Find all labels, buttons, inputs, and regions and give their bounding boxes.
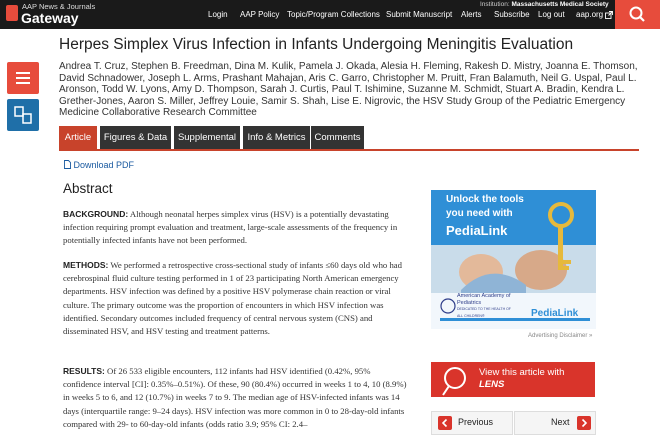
previous-button[interactable] [431, 411, 513, 435]
institution-label: Institution: Massachusetts Medical Society [480, 1, 609, 8]
nav-submit-manuscript[interactable]: Submit Manuscript [386, 10, 453, 19]
chevron-right-icon [577, 416, 591, 430]
nav-aap-policy[interactable]: AAP Policy [240, 10, 280, 19]
tab-info-metrics[interactable]: Info & Metrics [243, 126, 310, 149]
tab-article[interactable]: Article [59, 126, 97, 149]
abstract-heading: Abstract [63, 181, 113, 196]
search-button[interactable] [615, 0, 660, 29]
ad-aap-text: American Academy of Pediatrics DEDICATED TO THE HEALTH OF ALL CHILDREN® [457, 293, 511, 318]
ad-footer-brand: PediaLink [531, 308, 579, 319]
top-bar [0, 0, 660, 29]
nav-alerts[interactable]: Alerts [461, 10, 482, 19]
abstract-background [63, 208, 408, 248]
aap-logo-icon [6, 5, 18, 21]
tab-comments[interactable]: Comments [311, 126, 364, 149]
advertising-disclaimer-link[interactable]: Advertising Disclaimer » [528, 333, 593, 339]
download-pdf-label: Download PDF [73, 160, 135, 170]
logo-subtitle: AAP News & Journals [22, 2, 96, 11]
nav-topic-collections[interactable]: Topic/Program Collections [287, 10, 380, 19]
aap-org-label: aap.org [576, 10, 604, 19]
download-pdf-link[interactable] [64, 160, 134, 170]
institution-name: Massachusetts Medical Society [511, 1, 609, 8]
background-label: BACKGROUND: [63, 209, 129, 219]
ad-brand: PediaLink [446, 223, 508, 238]
lens-icon [437, 362, 477, 397]
methods-text: We performed a retrospective cross-sectional study of infants ≤60 days old who had cerebrospinal fluid culture testing performed in 1 of 23 participating North American emergency departments. HSV infection was defined by a positive HSV polymerase chain reaction or viral culture. The primary outcome was the proportion of encounters in which HSV infection was identified. Secondary outcomes included frequency of central nervous system (CNS) and disseminated HSV, and HSV testing and treatment patterns. [63, 260, 402, 337]
abstract-methods [63, 259, 408, 338]
logo-name: Gateway [21, 10, 79, 26]
previous-label: Previous [458, 417, 494, 427]
results-text: Of 26 533 eligible encounters, 112 infants had HSV identified (0.42%, 95% confidence interval [CI]: 0.35%–0.51%). Of these, 90 (80.4%) occurred in weeks 1 to 4, 10 (8.9%) in weeks 5 to 6, and 12 (10.7%) in weeks 7 to 9. The median age of HSV-infected infants was 14 days (interquartile range: 9–24 days). HSV infection was more common in 0 to 28-day-old infants compared with 29- to 60-day-old infants (odds ratio 3.9; 95% CI: 2.4– [63, 366, 407, 429]
ad-line-1: Unlock the tools [446, 194, 524, 205]
external-link-icon [605, 11, 613, 19]
author-list: Andrea T. Cruz, Stephen B. Freedman, Dina M. Kulik, Pamela J. Okada, Alesia H. Fleming, Rakesh D. Mistry, Joanna E. Thomson, David Schnadower, Joseph L. Arms, Prashant Mahajan, Aris C. Garro, Christopher M. Pruitt, Fran Balamuth, Neil G. Uspal, Paul L. Aronson, Todd W. Lyons, Amy D. Thompson, Sarah J. Curtis, Paul T. Ishimine, Suzanne M. Schmidt, Stuart A. Bradin, Kendra L. Grether-Jones, Aaron S. Miller, Jeffrey Louie, Samir S. Shah, Lise E. Nigrovic, the HSV Study Group of the Pediatric Emergency Medicine Collaborative Research Committee [59, 61, 638, 118]
search-icon [615, 0, 660, 29]
menu-icon [7, 62, 39, 94]
tab-underline [59, 149, 639, 151]
nav-login[interactable]: Login [208, 10, 228, 19]
tab-supplemental[interactable]: Supplemental [174, 126, 240, 149]
pdf-icon [64, 160, 71, 169]
lens-name: LENS [479, 379, 505, 390]
pedialink-ad[interactable] [431, 190, 596, 329]
nav-subscribe[interactable]: Subscribe [494, 10, 530, 19]
chevron-left-icon [438, 416, 452, 430]
methods-label: METHODS: [63, 260, 109, 270]
ad-line-2: you need with [446, 208, 513, 219]
lens-text: View this article with LENS [479, 367, 565, 390]
article-title: Herpes Simplex Virus Infection in Infants Undergoing Meningitis Evaluation [59, 36, 574, 53]
next-button[interactable] [514, 411, 596, 435]
background-text: Although neonatal herpes simplex virus (HSV) is a potentially devastating infection requiring prompt evaluation and treatment, large-scale assessments of the frequency in potentially infected infants have not been performed. [63, 209, 398, 246]
article-tools-button[interactable] [7, 99, 39, 131]
results-label: RESULTS: [63, 366, 105, 376]
hierarchy-icon [7, 99, 39, 131]
view-with-lens-button[interactable] [431, 362, 595, 397]
abstract-results [63, 365, 408, 431]
gateway-logo[interactable] [6, 2, 108, 27]
menu-button[interactable] [7, 62, 39, 94]
next-label: Next [551, 417, 570, 427]
tab-figures-data[interactable]: Figures & Data [100, 126, 171, 149]
nav-logout[interactable]: Log out [538, 10, 565, 19]
